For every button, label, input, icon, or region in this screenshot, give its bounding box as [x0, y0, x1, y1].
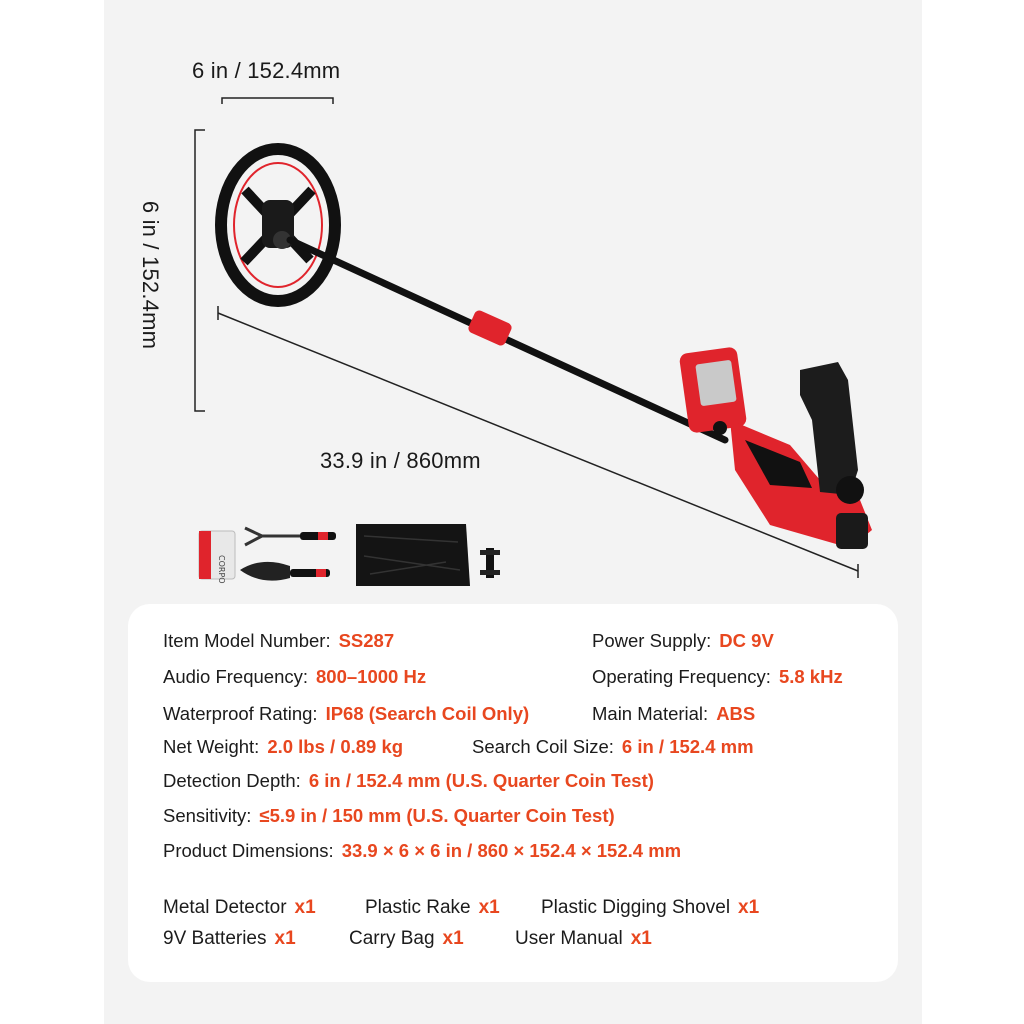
battery-icon [199, 531, 235, 584]
spec-coil: Search Coil Size: 6 in / 152.4 mm [472, 736, 754, 757]
spec-sensitivity: Sensitivity: ≤5.9 in / 150 mm (U.S. Quarter Coin Test) [163, 805, 615, 826]
search-coil-icon [221, 149, 335, 301]
spec-weight: Net Weight: 2.0 lbs / 0.89 kg [163, 736, 404, 757]
included-item: Plastic Rake x1 [365, 897, 500, 918]
spec-power: Power Supply: DC 9V [592, 630, 774, 651]
coil-height-line [195, 130, 205, 411]
spec-audio: Audio Frequency: 800–1000 Hz [163, 666, 427, 687]
carry-bag-icon [356, 524, 470, 586]
battery-brand-text: CORPO [217, 555, 226, 584]
shovel-icon [240, 562, 330, 581]
spec-material: Main Material: ABS [592, 703, 756, 724]
spec-dimensions: Product Dimensions: 33.9 × 6 × 6 in / 860 × 152.4 × 152.4 mm [163, 840, 682, 861]
included-item: User Manual x1 [515, 928, 652, 949]
spec-operating: Operating Frequency: 5.8 kHz [592, 666, 843, 687]
rake-icon [245, 528, 336, 545]
included-item: Carry Bag x1 [349, 928, 464, 949]
headphone-adapter-icon [480, 548, 500, 578]
knob-icon [713, 421, 727, 435]
spec-model: Item Model Number: SS287 [163, 630, 395, 651]
spec-waterproof: Waterproof Rating: IP68 (Search Coil Only) [163, 703, 530, 724]
included-item: Plastic Digging Shovel x1 [541, 897, 760, 918]
included-item: 9V Batteries x1 [163, 928, 296, 949]
spec-depth: Detection Depth: 6 in / 152.4 mm (U.S. Quarter Coin Test) [163, 770, 654, 791]
length-label: 33.9 in / 860mm [320, 448, 481, 473]
coil-width-label: 6 in / 152.4mm [192, 58, 341, 83]
spec-card [128, 604, 898, 982]
included-item: Metal Detector x1 [163, 897, 316, 918]
coil-height-label: 6 in / 152.4mm [138, 200, 163, 350]
lcd-screen-icon [695, 360, 736, 407]
shaft [290, 240, 725, 440]
coil-width-line [222, 98, 333, 104]
